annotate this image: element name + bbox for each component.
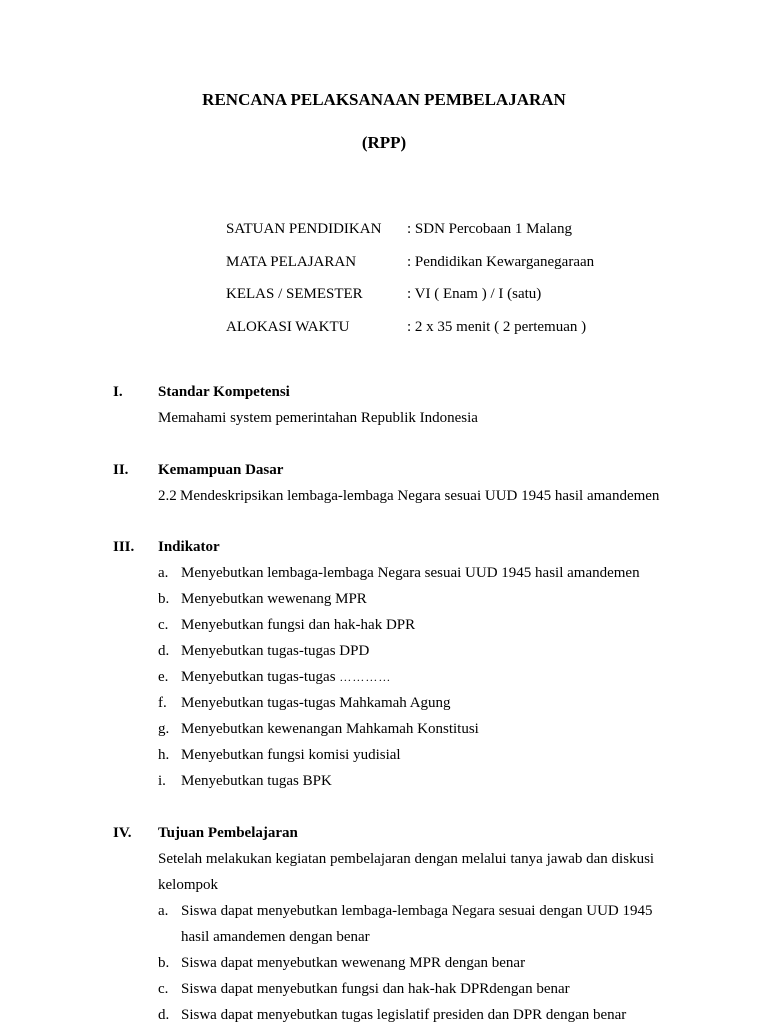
list-item: [0, 768, 768, 794]
list-marker: e.: [158, 669, 169, 685]
list-marker: d.: [158, 643, 170, 659]
list-text: Menyebutkan fungsi dan hak-hak DPR: [181, 617, 416, 633]
list-text: Menyebutkan kewenangan Mahkamah Konstitusi: [181, 721, 479, 737]
list-item: [0, 690, 768, 716]
section-title: Kemampuan Dasar: [158, 462, 284, 478]
identity-value: : 2 x 35 menit ( 2 pertemuan ): [407, 318, 587, 335]
document-subtitle-text: (RPP): [361, 133, 407, 152]
list-item: [0, 560, 768, 586]
list-text: Menyebutkan wewenang MPR: [181, 591, 367, 607]
list-marker: c.: [158, 981, 169, 997]
section-title: Tujuan Pembelajaran: [158, 825, 298, 841]
section-standar-kompetensi: [0, 379, 768, 431]
list-text: Siswa dapat menyebutkan tugas legislatif presiden dan DPR dengan benar: [181, 1007, 627, 1023]
section-number: III.: [113, 539, 135, 555]
identity-label: ALOKASI WAKTU: [226, 318, 350, 335]
list-text: Siswa dapat menyebutkan wewenang MPR dengan benar: [181, 955, 526, 971]
section-title: Standar Kompetensi: [158, 384, 290, 400]
list-text: Menyebutkan tugas-tugas Mahkamah Agung: [181, 695, 451, 711]
list-text: Menyebutkan fungsi komisi yudisial: [181, 747, 401, 763]
section-tujuan-pembelajaran: [0, 820, 768, 1028]
identity-value: : VI ( Enam ) / I (satu): [407, 286, 542, 303]
list-marker: d.: [158, 1007, 170, 1023]
competency-text: Mendeskripsikan lembaga-lembaga Negara sesuai UUD 1945 hasil amandemen: [180, 488, 660, 504]
identity-label: KELAS / SEMESTER: [226, 286, 363, 303]
list-marker: g.: [158, 721, 170, 737]
list-trailing-dots: …………: [339, 670, 392, 684]
list-item: [0, 638, 768, 664]
section-heading: [0, 820, 768, 846]
list-text: Siswa dapat menyebutkan lembaga-lembaga Negara sesuai dengan UUD 1945 hasil amandemen dengan benar: [181, 903, 653, 945]
section-heading: [0, 534, 768, 560]
list-marker: i.: [158, 773, 166, 789]
list-item: [0, 586, 768, 612]
indicator-list: [0, 560, 768, 794]
section-body: Memahami system pemerintahan Republik Indonesia: [158, 410, 478, 426]
list-text: Menyebutkan tugas-tugas DPD: [181, 643, 370, 659]
identity-row: [226, 213, 594, 246]
competency-number: 2.2: [158, 488, 177, 504]
list-marker: h.: [158, 747, 170, 763]
list-text: Menyebutkan tugas-tugas: [181, 669, 336, 685]
section-number: I.: [113, 384, 123, 400]
objective-list: [0, 898, 768, 1028]
section-title: Indikator: [158, 539, 220, 555]
list-marker: a.: [158, 903, 169, 919]
list-marker: a.: [158, 565, 169, 581]
list-item: [0, 716, 768, 742]
list-item: [0, 612, 768, 638]
list-marker: f.: [158, 695, 167, 711]
identity-row: [226, 311, 594, 344]
identity-value: : SDN Percobaan 1 Malang: [407, 220, 572, 237]
list-item: [0, 1002, 667, 1028]
list-item: [0, 664, 768, 690]
list-item: [0, 898, 667, 950]
section-heading: [0, 457, 768, 483]
identity-label: MATA PELAJARAN: [226, 253, 357, 270]
list-text: Menyebutkan tugas BPK: [181, 773, 332, 789]
competency-item: [0, 483, 768, 509]
list-marker: b.: [158, 955, 170, 971]
section-kemampuan-dasar: [0, 457, 768, 509]
section-number: IV.: [113, 825, 132, 841]
identity-value: : Pendidikan Kewarganegaraan: [407, 253, 595, 270]
identity-row: [226, 278, 594, 311]
section-heading: [0, 379, 768, 405]
list-item: [0, 950, 667, 976]
list-text: Menyebutkan lembaga-lembaga Negara sesuai UUD 1945 hasil amandemen: [181, 565, 640, 581]
section-number: II.: [113, 462, 129, 478]
identity-label: SATUAN PENDIDIKAN: [226, 220, 382, 237]
list-item: [0, 742, 768, 768]
section-indikator: [0, 534, 768, 794]
list-marker: c.: [158, 617, 169, 633]
document-subtitle: [0, 133, 768, 153]
list-text: Siswa dapat menyebutkan fungsi dan hak-hak DPRdengan benar: [181, 981, 570, 997]
identity-table: [226, 213, 594, 344]
list-marker: b.: [158, 591, 170, 607]
section-intro: Setelah melakukan kegiatan pembelajaran dengan melalui tanya jawab dan diskusi kelompok: [158, 851, 655, 893]
list-item: [0, 976, 667, 1002]
document-title: RENCANA PELAKSANAAN PEMBELAJARAN: [202, 90, 566, 109]
identity-row: [226, 246, 594, 279]
